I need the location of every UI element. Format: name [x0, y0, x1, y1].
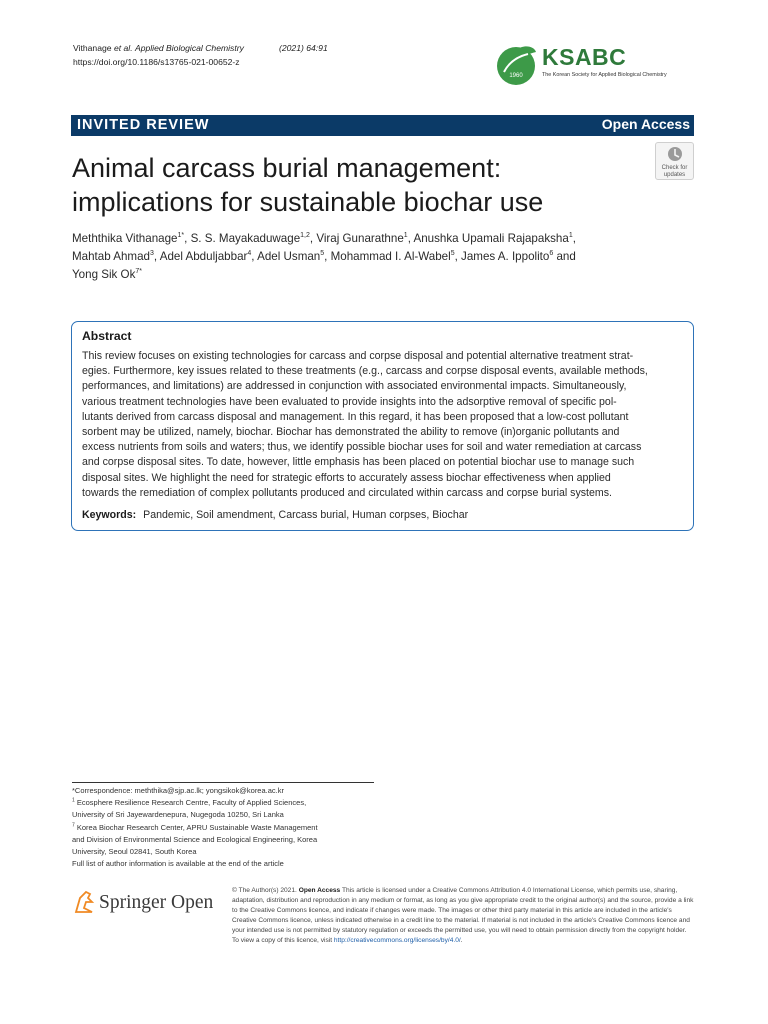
article-type-banner [71, 115, 694, 136]
author-separator: , [309, 232, 317, 245]
license-prefix: © The Author(s) 2021. [232, 887, 299, 894]
author[interactable] [191, 232, 310, 245]
author[interactable] [72, 250, 154, 263]
author-separator: and [553, 250, 576, 263]
author[interactable] [316, 232, 407, 245]
check-for-updates-line1: Check for [661, 165, 688, 171]
affiliation-7-line1: Korea Biochar Research Center, APRU Sustainable Waste Management [74, 822, 318, 832]
author-affiliation: 4 [247, 250, 252, 258]
author[interactable] [331, 250, 455, 263]
abstract-line: sorbent may be utilized, namely, biochar. Biochar has demonstrated the ability to remove (in)organic pollutants and [82, 426, 620, 439]
abstract-line: performances, and limitations) are addressed in conjunction with associated environmental impacts. Simultaneously, [82, 380, 627, 393]
affiliation-1-cont: University of Sri Jayewardenepura, Nugegoda 10250, Sri Lanka [72, 810, 284, 820]
affiliation-1-line1: Ecosphere Resilience Research Centre, Faculty of Applied Sciences, [74, 798, 307, 808]
affiliation-7-cont: and Division of Environmental Science and Ecological Engineering, Korea [72, 834, 318, 844]
check-for-updates-label [656, 165, 693, 179]
author-separator: , [572, 232, 576, 245]
springer-open-logo [72, 888, 222, 918]
article-title [72, 151, 632, 219]
citation-year-volume: (2021) 64:91 [279, 43, 328, 53]
check-for-updates-line2: updates [663, 172, 686, 178]
full-author-info-note: Full list of author information is available at the end of the article [72, 859, 284, 869]
affiliation-7-cont2: University, Seoul 02841, South Korea [72, 847, 197, 857]
abstract-line: excess nutrients from soils and waters; thus, we identify possible biochar uses for soil and water remediation at carcass [82, 441, 642, 454]
author-name: James A. Ippolito [461, 250, 550, 263]
author[interactable] [461, 250, 553, 263]
author[interactable] [72, 268, 142, 281]
title-line-1: Animal carcass burial management: [72, 153, 502, 183]
author-affiliation: 7* [135, 268, 142, 276]
author-name: Mohammad I. Al-Wabel [330, 250, 451, 263]
ksabc-subtitle: The Korean Society for Applied Biological Chemistry [542, 72, 667, 78]
citation-doi-link[interactable]: https://doi.org/10.1186/s13765-021-00652-z [73, 57, 240, 67]
citation-journal: Applied Biological Chemistry [134, 43, 244, 53]
author-separator: , [454, 250, 462, 263]
abstract-line: This review focuses on existing technologies for carcass and corpse disposal and potential alternative treatment strat- [82, 350, 634, 362]
license-link[interactable]: http://creativecommons.org/licenses/by/4.0/ [333, 936, 461, 944]
article-type: INVITED REVIEW [77, 117, 210, 133]
ksabc-brand: KSABC [542, 44, 627, 70]
author[interactable] [160, 250, 252, 263]
keywords [82, 509, 468, 521]
title-line-2: implications for sustainable biochar use [72, 187, 544, 217]
citation-journal-line [73, 41, 328, 55]
license-suffix: . [460, 936, 463, 944]
author-list [72, 230, 672, 284]
abstract-line: lutants derived from carcass disposal and management. In this regard, it has been proposed that a low-cost pollutant [82, 410, 629, 423]
ksabc-badge-year: 1960 [509, 73, 523, 79]
check-for-updates-icon [667, 146, 683, 163]
author-affiliation: 3 [150, 250, 154, 258]
abstract-text [82, 349, 686, 501]
author-affiliation: 1* [177, 232, 185, 240]
springer-open: Open [171, 892, 214, 913]
keywords-label: Keywords: [82, 509, 137, 521]
author-name: S. S. Mayakaduwage [190, 232, 301, 245]
springer-horse-icon [72, 888, 96, 916]
ksabc-logo [494, 42, 694, 88]
license-body: This article is licensed under a Creative Commons Attribution 4.0 International License, which permits use, sharing, adaptation, distribution and reproduction in any medium or format, as long as you give appropriate credit to the original author(s) and the source, provide a link to the Creative Commons licence, and indicate if changes were made. The images or other third party material in this article are included in the article's Creative Commons licence, unless indicated otherwise in a credit line to the material. If material is not included in the article's Creative Commons licence and your intended use is not permitted by statutory regulation or exceeds the permitted use, you will need to obtain permission directly from the copyright holder. To view a copy of this licence, visit [232, 887, 694, 944]
open-access-label: Open Access [601, 116, 690, 132]
citation-author: Vithanage [73, 43, 112, 53]
abstract-box [71, 321, 694, 531]
author-separator: , [324, 250, 331, 263]
abstract-line: egies. Furthermore, key issues related to these treatments (e.g., carcass and corpse disposal events, available methods, [82, 365, 648, 378]
affiliation-7 [72, 822, 382, 834]
author-separator: , [251, 250, 258, 263]
author-separator: , [184, 232, 191, 245]
license-open-access: Open Access [298, 887, 341, 894]
abstract-heading: Abstract [82, 329, 132, 343]
check-for-updates-button[interactable] [655, 142, 694, 180]
author-separator: , [153, 250, 160, 263]
footnote-divider [72, 782, 374, 783]
abstract-line: towards the remediation of complex pollutants produced and circulated within carcass and corpse burial systems. [82, 486, 612, 499]
ksabc-leaf-icon [494, 42, 538, 86]
author-name: Adel Abduljabbar [159, 250, 248, 263]
author[interactable] [414, 232, 573, 245]
author[interactable] [72, 232, 184, 245]
author-name: Anushka Upamali Rajapaksha [413, 232, 569, 245]
author[interactable] [257, 250, 324, 263]
affiliation-7-number: 7 [72, 822, 75, 829]
author-name: Yong Sik Ok [72, 268, 136, 281]
abstract-line: and corpse disposal sites. To date, however, little emphasis has been placed on potential biochar use to manage such [82, 456, 635, 469]
author-affiliation: 1,2 [300, 232, 310, 240]
author-name: Mahtab Ahmad [72, 250, 150, 263]
author-affiliation: 5 [320, 250, 325, 258]
springer-open-wordmark [99, 892, 213, 914]
author-name: Meththika Vithanage [72, 232, 178, 245]
keywords-list: Pandemic, Soil amendment, Carcass burial, Human corpses, Biochar [143, 509, 469, 521]
author-affiliation: 5 [450, 250, 455, 258]
citation-et-al: et al. [113, 43, 133, 53]
footnotes [72, 785, 382, 870]
license-text [232, 886, 694, 945]
author-name: Viraj Gunarathne [316, 232, 404, 245]
author-affiliation: 6 [549, 250, 554, 258]
correspondence[interactable]: *Correspondence: meththika@sjp.ac.lk; yongsikok@korea.ac.kr [72, 786, 284, 795]
springer-name: Springer [99, 892, 167, 913]
affiliation-1-number: 1 [72, 797, 75, 804]
abstract-line: various treatment technologies have been evaluated to provide insights into the adsorptive removal of specific pol- [82, 395, 617, 408]
author-affiliation: 1 [403, 232, 408, 240]
author-name: Adel Usman [257, 250, 321, 263]
author-affiliation: 1 [568, 232, 573, 240]
citation-header [73, 41, 328, 69]
abstract-line: disposal sites. We highlight the need for strategic efforts to accurately assess biochar effectiveness when applied [82, 471, 611, 484]
affiliation-1 [72, 797, 382, 809]
author-separator: , [407, 232, 414, 245]
